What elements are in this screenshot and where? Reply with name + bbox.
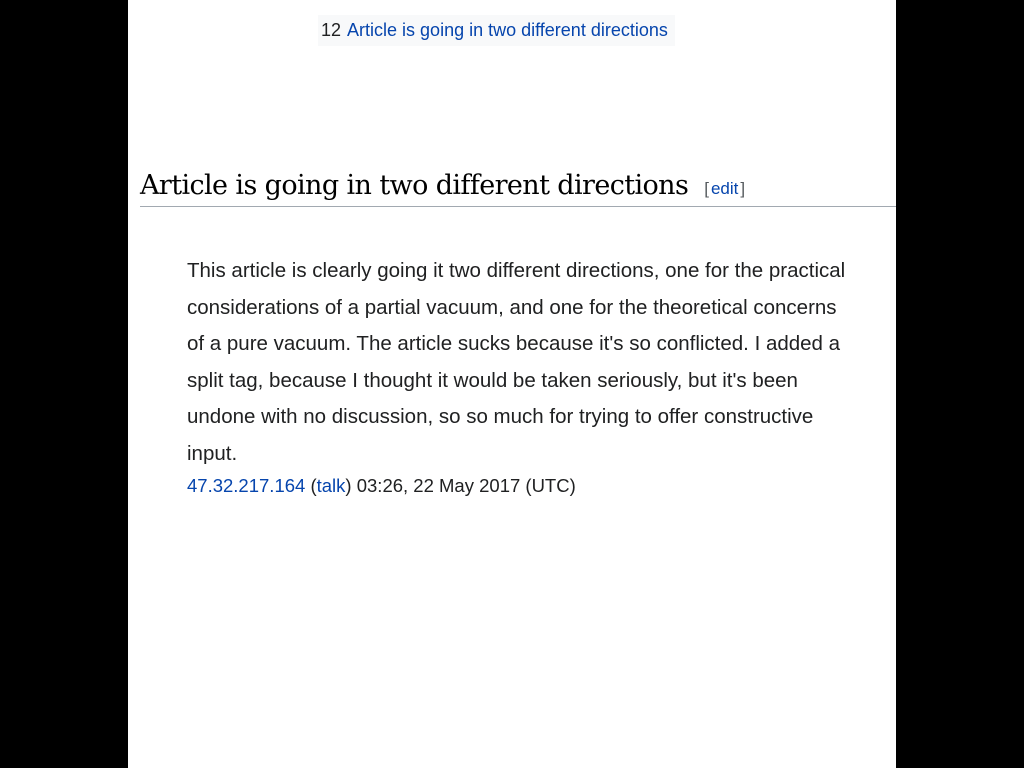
edit-link[interactable]: edit bbox=[710, 179, 739, 198]
section-title: Article is going in two different directions bbox=[140, 170, 689, 201]
talk-page bbox=[128, 0, 896, 768]
talk-paren-close: ) bbox=[345, 475, 352, 496]
toc-entry[interactable] bbox=[318, 15, 675, 46]
toc-link[interactable]: Article is going in two different directions bbox=[347, 20, 668, 40]
talk-paren-open: ( bbox=[305, 475, 317, 496]
edit-bracket-close: ] bbox=[740, 179, 746, 198]
edit-section bbox=[704, 179, 745, 198]
section-heading bbox=[140, 166, 896, 207]
timestamp: 03:26, 22 May 2017 (UTC) bbox=[351, 475, 576, 496]
user-link[interactable]: 47.32.217.164 bbox=[187, 475, 306, 496]
edit-bracket-open: [ bbox=[704, 179, 709, 198]
comment-body: This article is clearly going it two different directions, one for the practical considerations of a partial vacuum, and one for the theoretical concerns of a pure vacuum. The article sucks because it's so conflicted. I added a split tag, because I thought it would be taken seriously, but it's been undone with no discussion, so so much for trying to offer constructive input. bbox=[187, 259, 846, 465]
toc-number: 12 bbox=[321, 20, 342, 40]
talk-link[interactable]: talk bbox=[316, 475, 346, 496]
signature bbox=[187, 472, 576, 500]
